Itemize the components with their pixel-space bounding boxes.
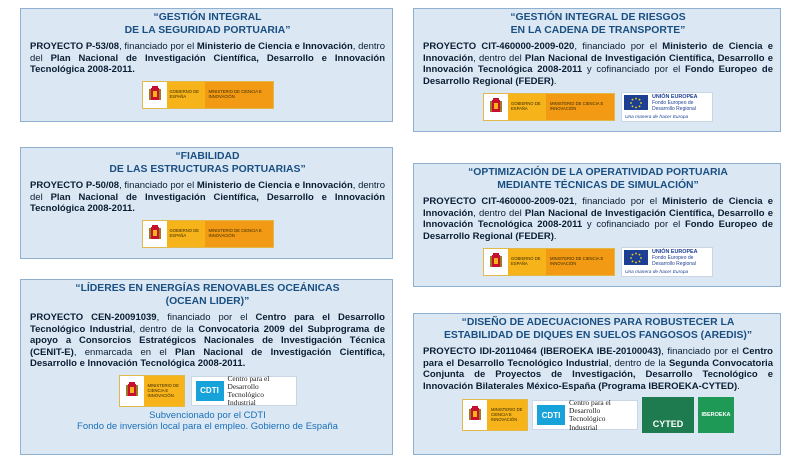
card-title: “FIABILIDAD DE LAS ESTRUCTURAS PORTUARIAS” xyxy=(109,151,306,175)
subvencion-note: Subvencionado por el CDTI Fondo de inversión local para el empleo. Gobierno de España xyxy=(77,409,338,433)
ue-name: UNIÓN EUROPEA xyxy=(652,249,698,256)
card-body: PROYECTO IDI-20110464 (IBEROEKA IBE-20100043), financiado por el Centro para el Desarrollo Tecnológico Industrial, dentro de la Segunda Convocatoria Conjunta de Proyectos de Investigación, Desarrollo Tecnológico e Innovación Bilaterales México-España (Programa IBEROEKA-CYTED). xyxy=(423,346,773,392)
union-europea-logo xyxy=(621,247,713,277)
ministerio-label: MINISTERIO DE CIENCIA E INNOVACIÓN xyxy=(546,249,614,275)
card-body: PROYECTO CIT-460000-2009-020, financiado por el Ministerio de Ciencia e Innovación, dentro del Plan Nacional de Investigación Científica, Desarrollo e Innovación Tecnológica 2008-2011 y cofinanciado por el Fondo Europeo de Desarrollo Regional (FEDER). xyxy=(423,41,774,87)
ue-name: UNIÓN EUROPEA xyxy=(652,94,698,101)
logo-row xyxy=(30,220,385,248)
ministerio-label: MINISTERIO DE CIENCIA E INNOVACIÓN xyxy=(205,221,273,247)
card-body: PROYECTO P-50/08, financiado por el Ministerio de Ciencia e Innovación, dentro del Plan Nacional de Investigación Científica, Desarrollo e Innovación Tecnológica 2008-2011. xyxy=(30,180,386,215)
gobierno-label: GOBIERNO DE ESPAÑA xyxy=(167,82,205,108)
cdti-name: Centro para el Desarrollo Tecnológico Industrial xyxy=(227,373,270,408)
iberoeka-logo: IBEROEKA xyxy=(698,397,734,433)
cdti-abbr: CDTI xyxy=(537,405,565,425)
spain-shield-icon xyxy=(463,400,487,430)
gobierno-ministerio-logo xyxy=(483,248,615,276)
project-card-seguridad-portuaria xyxy=(20,8,393,122)
card-title: “OPTIMIZACIÓN DE LA OPERATIVIDAD PORTUARIA MEDIANTE TÉCNICAS DE SIMULACIÓN” xyxy=(468,167,728,191)
cdti-name: Centro para el Desarrollo Tecnológico Industrial xyxy=(569,397,611,432)
spain-shield-icon xyxy=(484,94,508,120)
card-title: “LÍDERES EN ENERGÍAS RENOVABLES OCEÁNICAS (OCEAN LIDER)” xyxy=(75,283,340,307)
cdti-logo xyxy=(191,373,297,408)
card-title: “GESTIÓN INTEGRAL DE LA SEGURIDAD PORTUARIA” xyxy=(124,12,291,36)
ministerio-logo xyxy=(462,399,528,431)
logo-row xyxy=(30,81,385,109)
project-card-operatividad-portuaria xyxy=(413,163,781,287)
logo-row xyxy=(423,92,773,122)
gobierno-ministerio-logo xyxy=(142,220,274,248)
card-body: PROYECTO P-53/08, financiado por el Ministerio de Ciencia e Innovación, dentro del Plan Nacional de Investigación Científica, Desarrollo e Innovación Tecnológica 2008-2011. xyxy=(30,41,386,76)
project-card-ocean-lider xyxy=(20,279,393,455)
ministerio-label: MINISTERIO DE CIENCIA E INNOVACIÓN xyxy=(144,376,184,406)
spain-shield-icon xyxy=(143,221,167,247)
gobierno-ministerio-logo xyxy=(483,93,615,121)
ue-slogan: Una manera de hacer Europa xyxy=(625,270,689,276)
ministerio-label: MINISTERIO DE CIENCIA E INNOVACIÓN xyxy=(546,94,614,120)
gobierno-ministerio-logo xyxy=(142,81,274,109)
union-europea-logo xyxy=(621,92,713,122)
ministerio-label: MINISTERIO DE CIENCIA E INNOVACIÓN xyxy=(487,400,527,430)
cyted-logo: CYTED xyxy=(642,397,694,433)
logo-row xyxy=(423,247,773,277)
project-card-aredis xyxy=(413,313,781,455)
spain-shield-icon xyxy=(143,82,167,108)
spain-shield-icon xyxy=(484,249,508,275)
ue-fund: Fondo Europeo de Desarrollo Regional xyxy=(652,254,696,267)
ministerio-logo xyxy=(119,375,185,407)
ministerio-label: MINISTERIO DE CIENCIA E INNOVACIÓN xyxy=(205,82,273,108)
ue-fund: Fondo Europeo de Desarrollo Regional xyxy=(652,99,696,112)
gobierno-label: GOBIERNO DE ESPAÑA xyxy=(508,249,546,275)
cdti-abbr: CDTI xyxy=(196,381,224,401)
card-body: PROYECTO CEN-20091039, financiado por el Centro para el Desarrollo Tecnológico Industrial, dentro de la Convocatoria 2009 del Subprograma de apoyo a Consorcios Estratégicos Nacionales de Investigación Técnica (CENIT-E), enmarcada en el Plan Nacional de Investigación Científica, Desarrollo e Innovación Tecnológica 2008-2011. xyxy=(30,312,385,370)
ue-slogan: Una manera de hacer Europa xyxy=(625,115,689,121)
card-body: PROYECTO CIT-460000-2009-021, financiado por el Ministerio de Ciencia e Innovación, dentro del Plan Nacional de Investigación Científica, Desarrollo e Innovación Tecnológica 2008-2011 y cofinanciado por el Fondo Europeo de Desarrollo Regional (FEDER). xyxy=(423,196,774,242)
cdti-logo xyxy=(532,397,638,432)
project-card-riesgos-transporte xyxy=(413,8,781,132)
eu-flag-icon xyxy=(624,95,648,110)
eu-flag-icon xyxy=(624,250,648,265)
gobierno-label: GOBIERNO DE ESPAÑA xyxy=(167,221,205,247)
project-card-fiabilidad-estructuras xyxy=(20,147,393,259)
spain-shield-icon xyxy=(120,376,144,406)
logo-row xyxy=(30,375,385,407)
card-title: “DISEÑO DE ADECUACIONES PARA ROBUSTECER LA ESTABILIDAD DE DIQUES EN SUELOS FANGOSOS (AREDIS)” xyxy=(443,317,753,341)
gobierno-label: GOBIERNO DE ESPAÑA xyxy=(508,94,546,120)
logo-row xyxy=(423,397,773,433)
card-title: “GESTIÓN INTEGRAL DE RIESGOS EN LA CADENA DE TRANSPORTE” xyxy=(510,12,686,36)
